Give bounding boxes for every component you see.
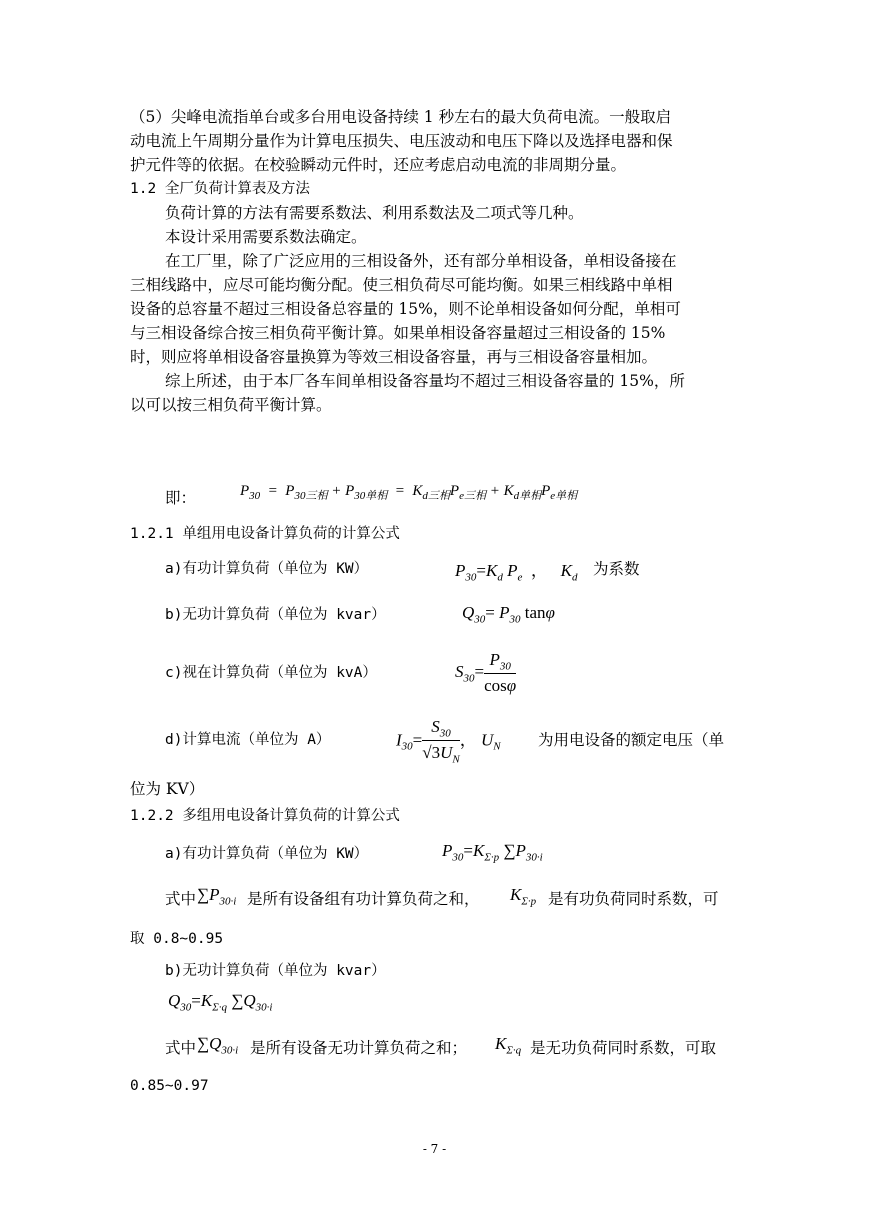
paragraph-single-phase-line2: 三相线路中，应尽可能均衡分配。使三相负荷尽可能均衡。如果三相线路中单相 xyxy=(130,276,673,294)
formula-q30: $Q_{30}= P_{30}$ tanφ xyxy=(462,603,555,626)
paragraph-peak-current-line2: 动电流上午周期分量作为计算电压损失、电压波动和电压下降以及选择电器和保 xyxy=(130,132,673,150)
label-active-load: a)有功计算负荷（单位为 KW） xyxy=(165,561,369,577)
label-apparent-load: c)视在计算负荷（单位为 kvA） xyxy=(165,665,377,681)
paragraph-peak-current-line1: （5）尖峰电流指单台或多台用电设备持续 1 秒左右的最大负荷电流。一般取启 xyxy=(130,108,672,126)
note-kd-coefficient: 为系数 xyxy=(593,560,640,578)
page-number: - 7 - xyxy=(422,1142,447,1156)
label-current: d)计算电流（单位为 A） xyxy=(165,732,331,748)
note-multi-reactive-end: 是无功负荷同时系数，可取 xyxy=(530,1039,717,1057)
paragraph-single-phase-line5: 时，则应将单相设备容量换算为等效三相设备容量，再与三相设备容量相加。 xyxy=(130,348,658,366)
section-heading-1-2-1: 1.2.1 单组用电设备计算负荷的计算公式 xyxy=(130,526,400,542)
active-coefficient-range: 取 0.8~0.95 xyxy=(130,931,224,947)
paragraph-peak-current-line3: 护元件等的依据。在校验瞬动元件时，还应考虑启动电流的非周期分量。 xyxy=(130,156,627,174)
current-unit-continuation: 位为 KV） xyxy=(130,780,205,798)
formula-k-sigma-p: $K_{\Sigma\cdot p}$ xyxy=(510,885,537,908)
note-multi-active-mid: 是所有设备组有功计算负荷之和， xyxy=(247,890,480,908)
label-multi-active-load: a)有功计算负荷（单位为 KW） xyxy=(165,846,369,862)
note-multi-reactive-mid: 是所有设备无功计算负荷之和； xyxy=(250,1039,468,1057)
formula-multi-q30: $Q_{30}=K_{\Sigma\cdot q}$ $\sum Q_{30\cdot i}$ xyxy=(168,991,273,1014)
note-un-rated-voltage: 为用电设备的额定电压（单 xyxy=(538,731,725,749)
paragraph-single-phase-line3: 设备的总容量不超过三相设备总容量的 15%，则不论单相设备如何分配，单相可 xyxy=(130,300,681,318)
paragraph-single-phase-line4: 与三相设备综合按三相负荷平衡计算。如果单相设备容量超过三相设备的 15% xyxy=(130,324,666,342)
note-multi-reactive-pre: 式中 xyxy=(165,1039,197,1057)
formula-s30: $S_{30}=$ $\frac{P_{30}}{\cos\varphi}$ xyxy=(455,650,517,696)
formula-multi-p30: $P_{30}=K_{\Sigma\cdot p}$ $\sum P_{30\cdot i}$ xyxy=(442,841,543,864)
formula-k-sigma-q: $K_{\Sigma\cdot q}$ xyxy=(495,1034,522,1057)
paragraph-conclusion-line1: 综上所述，由于本厂各车间单相设备容量均不超过三相设备容量的 15%，所 xyxy=(165,372,685,390)
paragraph-single-phase-line1: 在工厂里，除了广泛应用的三相设备外，还有部分单相设备，单相设备接在 xyxy=(165,252,677,270)
label-multi-reactive-load: b)无功计算负荷（单位为 kvar） xyxy=(165,963,386,979)
note-multi-active-pre: 式中 xyxy=(165,890,197,908)
paragraph-methods: 负荷计算的方法有需要系数法、利用系数法及二项式等几种。 xyxy=(165,204,584,222)
formula-p30: $P_{30}=K_d$ $P_e$ ， $K_d$ xyxy=(455,561,578,584)
formula-sum-q30i: $\sum Q_{30\cdot i}$ xyxy=(197,1034,239,1057)
equation-total-load: $P_{30} = P_{30三相} + P_{30单相} = K_{d三相}P_{e三相} + K_{d单相}P_{e单相}$ xyxy=(240,483,578,502)
formula-i30: $I_{30}=$ $\frac{S_{30}}{√3U_N}$ ， $U_N$ xyxy=(396,717,501,766)
section-heading-1-2-2: 1.2.2 多组用电设备计算负荷的计算公式 xyxy=(130,808,400,824)
paragraph-conclusion-line2: 以可以按三相负荷平衡计算。 xyxy=(130,396,332,414)
note-multi-active-end: 是有功负荷同时系数，可 xyxy=(548,890,719,908)
label-reactive-load: b)无功计算负荷（单位为 kvar） xyxy=(165,607,386,623)
paragraph-chosen-method: 本设计采用需要系数法确定。 xyxy=(165,228,367,246)
section-heading-1-2: 1.2 全厂负荷计算表及方法 xyxy=(130,181,310,197)
reactive-coefficient-range: 0.85~0.97 xyxy=(130,1078,209,1094)
equation-prefix: 即： xyxy=(165,489,197,507)
formula-sum-p30i: $\sum P_{30\cdot i}$ xyxy=(197,885,237,908)
